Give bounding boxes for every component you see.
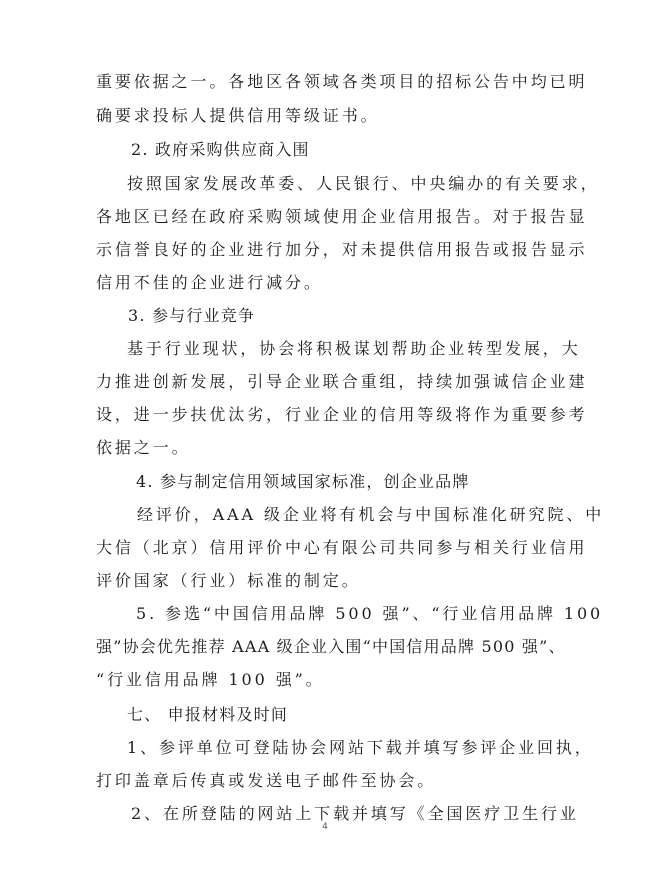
text-line: 设，进一步扶优汰劣，行业企业的信用等级将作为重要参考 <box>96 405 588 424</box>
section-heading: 4. 参与制定信用领域国家标准，创企业品牌 <box>136 472 470 491</box>
text-line: 基于行业现状，协会将积极谋划帮助企业转型发展，大 <box>127 339 581 358</box>
chapter-heading: 七、 申报材料及时间 <box>127 705 289 724</box>
section-heading: 2. 政府采购供应商入围 <box>131 140 310 159</box>
text-line: 依据之一。 <box>96 438 191 457</box>
text-line: 各地区已经在政府采购领域使用企业信用报告。对于报告显 <box>96 207 588 226</box>
section-heading: 3. 参与行业竞争 <box>128 306 256 325</box>
text-line: 大信（北京）信用评价中心有限公司共同参与相关行业信用 <box>96 538 588 557</box>
text-line: 力推进创新发展，引导企业联合重组，持续加强诚信企业建 <box>96 372 588 391</box>
text-line: 重要依据之一。各地区各领域各类项目的招标公告中均已明 <box>96 72 588 91</box>
text-line: 强”协会优先推荐 AAA 级企业入围“中国信用品牌 500 强”、 <box>96 637 566 656</box>
text-line: 1、参评单位可登陆协会网站下载并填写参评企业回执， <box>127 738 594 757</box>
text-line: 评价国家（行业）标准的制定。 <box>96 571 361 590</box>
page-number: 4 <box>322 822 328 832</box>
text-line: 确要求投标人提供信用等级证书。 <box>96 106 380 125</box>
text-line: 信用不佳的企业进行减分。 <box>96 273 323 292</box>
text-line: 示信誉良好的企业进行加分，对未提供信用报告或报告显示 <box>96 240 588 259</box>
text-line: 经评价，AAA 级企业将有机会与中国标准化研究院、中 <box>137 505 605 524</box>
section-heading: 5. 参选“中国信用品牌 500 强”、“行业信用品牌 100 <box>136 604 604 623</box>
text-line: 2、在所登陆的网站上下载并填写《全国医疗卫生行业 <box>131 804 579 823</box>
text-line: 打印盖章后传真或发送电子邮件至协会。 <box>96 771 437 790</box>
text-line: 按照国家发展改革委、人民银行、中央编办的有关要求， <box>127 174 600 193</box>
text-line: “行业信用品牌 100 强”。 <box>96 670 325 689</box>
